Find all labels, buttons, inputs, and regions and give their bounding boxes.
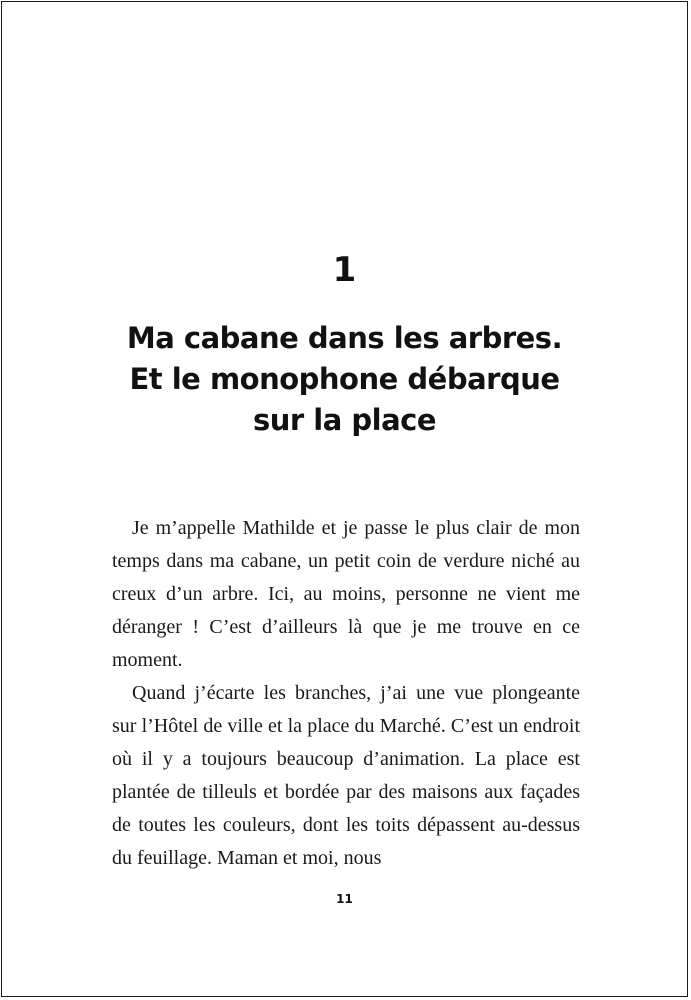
paragraph: Quand j’écarte les branches, j’ai une vue plongeante sur l’Hôtel de ville et la place du Marché. C’est un endroit où il y a toujours beaucoup d’animation. La place est plantée de tilleuls et bordée par des maisons aux façades de toutes les couleurs, dont les toits dépassent au-dessus du feuillage. Maman et moi, nous <box>112 682 580 869</box>
chapter-title-line: Ma cabane dans les arbres. <box>126 321 563 355</box>
book-page <box>1 1 688 997</box>
body-text <box>112 512 580 875</box>
chapter-title <box>2 318 687 441</box>
page-number: 11 <box>336 892 353 906</box>
chapter-title-line: sur la place <box>252 403 437 437</box>
chapter-number: 1 <box>332 250 357 290</box>
chapter-title-line: Et le monophone débarque <box>129 362 560 396</box>
paragraph: Je m’appelle Mathilde et je passe le plus clair de mon temps dans ma cabane, un petit coin de verdure niché au creux d’un arbre. Ici, au moins, personne ne vient me déranger ! C’est d’ailleurs là que je me trouve en ce moment. <box>112 517 580 671</box>
